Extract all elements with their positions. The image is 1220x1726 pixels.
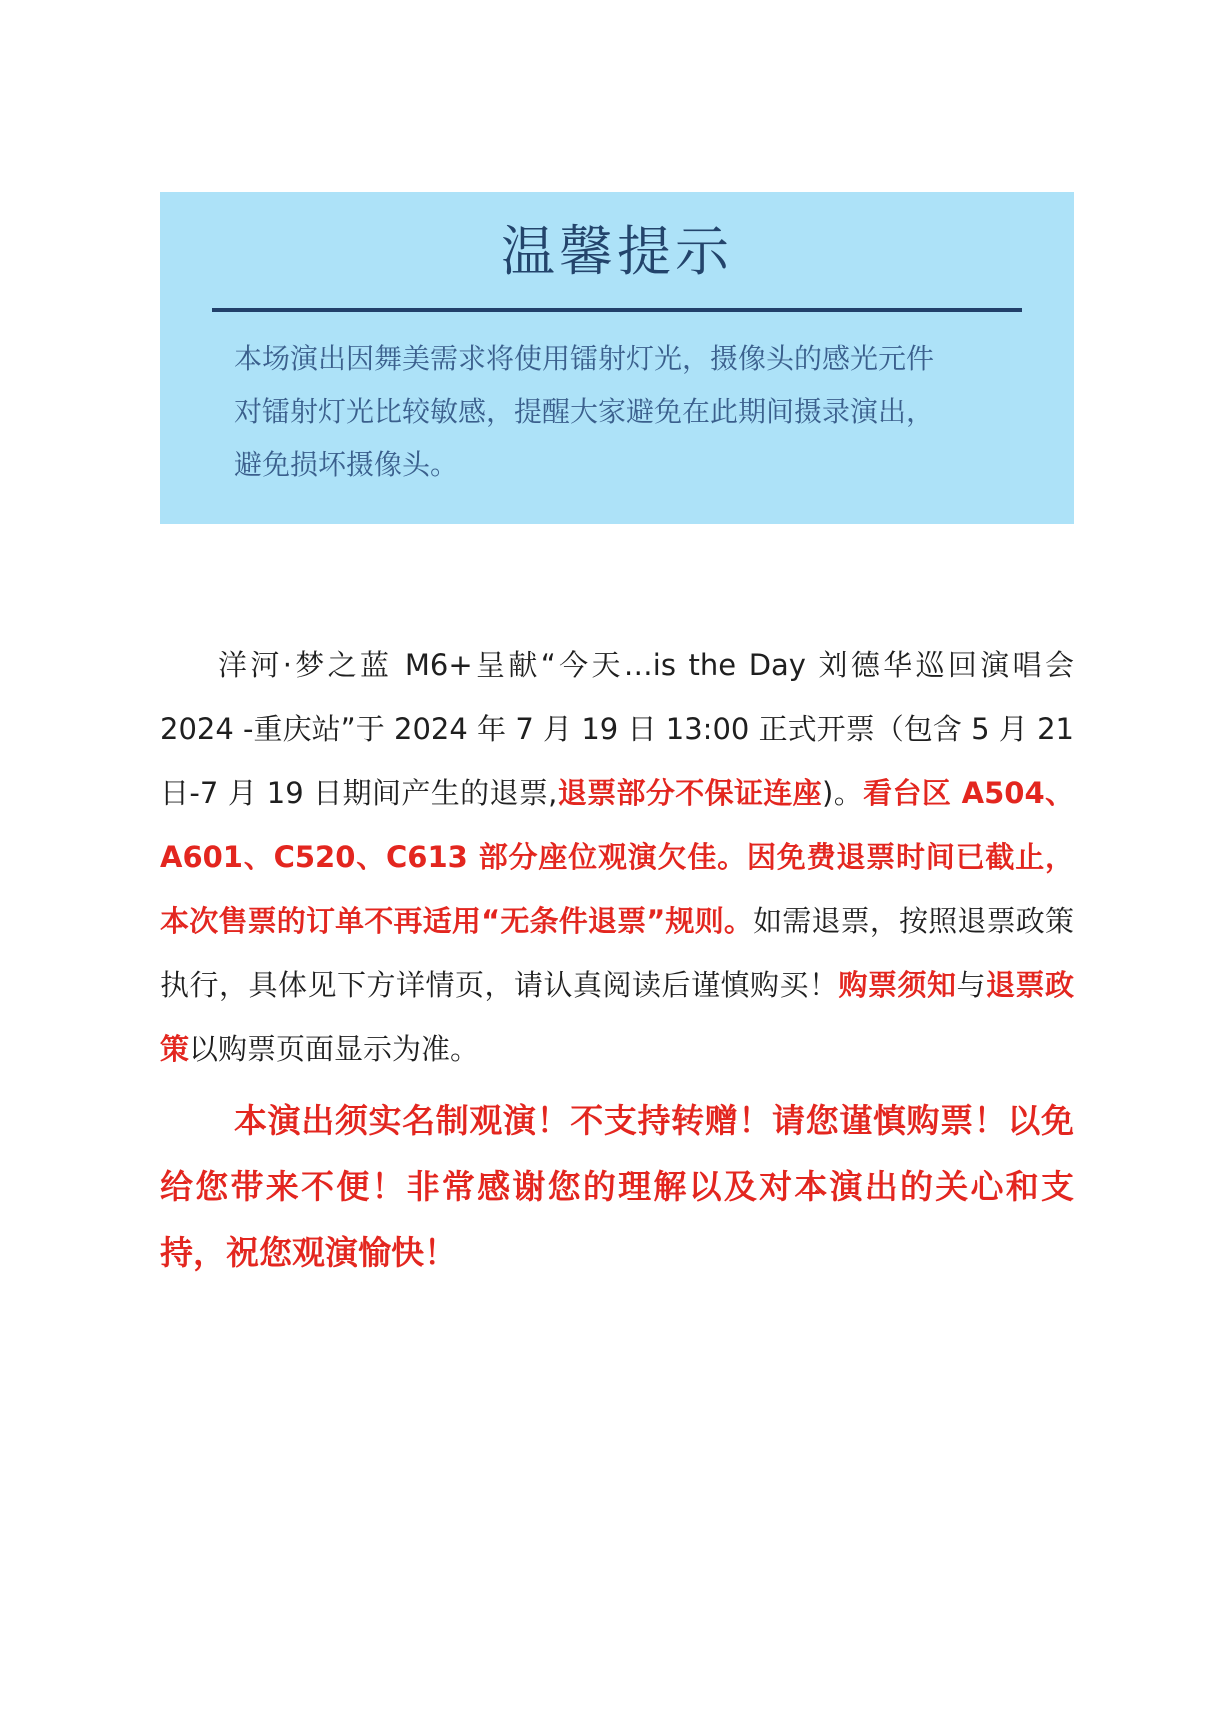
purchase-notice-label: 购票须知	[838, 968, 957, 1002]
notice-body	[234, 332, 1014, 491]
seat-view-warning: 看台区 A504、A601、C520、C613 部分座位观演欠佳。因免费退票时间已截止，本次售票的订单不再适用“无条件退票”规则。	[160, 776, 1074, 938]
refund-policy-label: 退票政策	[160, 968, 1074, 1066]
no-seat-guarantee-warning: 退票部分不保证连座	[557, 776, 823, 810]
notice-line: 对镭射灯光比较敏感，提醒大家避免在此期间摄录演出，	[234, 395, 935, 428]
notice-line: 避免损坏摄像头。	[234, 448, 459, 481]
notice-title: 温馨提示	[501, 220, 733, 283]
title-divider	[212, 308, 1022, 312]
conjunction-text: 与	[956, 968, 986, 1002]
ticket-sale-info: 洋河·梦之蓝 M6+呈献“今天…is the Day 刘德华巡回演唱会 2024 -重庆站”于 2024 年 7 月 19 日 13:00 正式开票（包含 5 月 21 日-7 月 19 日期间产生的退票,	[160, 648, 1074, 810]
real-name-warning: 本演出须实名制观演！不支持转赠！请您谨慎购票！以免给您带来不便！非常感谢您的理解以及对本演出的关心和支持，祝您观演愉快！	[160, 1101, 1074, 1272]
notice-box	[160, 192, 1074, 524]
ticket-info-paragraph	[160, 633, 1074, 1081]
refund-instructions: 如需退票，按照退票政策执行，具体见下方详情页，请认真阅读后谨慎购买！	[160, 904, 1074, 1002]
display-note: 以购票页面显示为准。	[189, 1032, 480, 1066]
closing-bracket: )。	[822, 776, 864, 810]
notice-line: 本场演出因舞美需求将使用镭射灯光，摄像头的感光元件	[234, 342, 935, 375]
